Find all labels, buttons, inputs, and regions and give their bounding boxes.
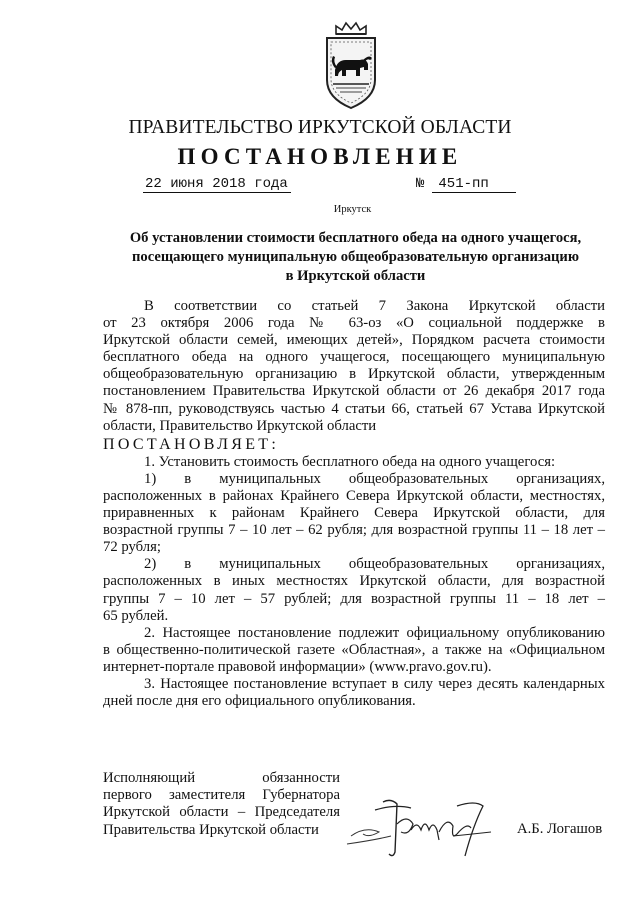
item-1-intro: 1. Установить стоимость бесплатного обеда на одного учащегося: xyxy=(144,453,556,470)
government-name: ПРАВИТЕЛЬСТВО ИРКУТСКОЙ ОБЛАСТИ xyxy=(128,117,512,138)
item-3-line: 3. Настоящее постановление вступает в силу через десять календарных xyxy=(144,675,605,692)
signatory-role-line: Исполняющий обязанности xyxy=(103,770,340,786)
item-1-2-line: 2) в муниципальных общеобразовательных организациях, xyxy=(144,556,605,573)
subject-line: посещающего муниципальную общеобразовательную организацию xyxy=(132,249,579,265)
preamble-line: бесплатного обеда на одного учащегося, посещающего муниципальную xyxy=(103,349,605,366)
item-1-1-line: приравненных к районам Крайнего Севера Иркутской области, для xyxy=(103,505,605,522)
subject-line: в Иркутской области xyxy=(285,268,426,284)
preamble-line: постановлением Правительства Иркутской области от 26 декабря 2017 года xyxy=(103,383,605,400)
item-1-1-line: 1) в муниципальных общеобразовательных организациях, xyxy=(144,470,605,487)
subject-line: Об установлении стоимости бесплатного обеда на одного учащегося, xyxy=(129,230,582,246)
signatory-role-line: Иркутской области – Председателя xyxy=(103,804,340,821)
signatory-name: А.Б. Логашов xyxy=(517,821,603,837)
document-subject xyxy=(112,229,599,286)
coat-of-arms-icon xyxy=(322,20,380,112)
preamble-line: Иркутской области семей, имеющих детей», Порядком расчета стоимости xyxy=(103,332,605,349)
document-place: Иркутск xyxy=(333,204,372,215)
preamble-line: области, Правительство Иркутской области xyxy=(103,417,377,434)
item-1-2-line: расположенных в иных местностях Иркутской области, для возрастной xyxy=(103,573,605,590)
item-3-line: дней после дня его официального опубликования. xyxy=(103,693,416,710)
decree-word: ПОСТАНОВЛЯЕТ: xyxy=(103,435,280,453)
document-number xyxy=(416,176,516,193)
preamble-line: № 878-пп, руководствуясь частью 4 статьи 66, статьей 67 Устава Иркутской xyxy=(103,400,605,417)
item-1-1-line: 72 рубля; xyxy=(103,539,161,556)
item-1-1-line: расположенных в районах Крайнего Севера Иркутской области, местностях, xyxy=(103,487,605,504)
document-date: 22 июня 2018 года xyxy=(143,176,291,193)
preamble-line: В соответствии со статьей 7 Закона Иркутской области xyxy=(144,298,605,314)
signatory-role-line: первого заместителя Губернатора xyxy=(103,787,340,804)
signatory-role-line: Правительства Иркутской области xyxy=(103,821,319,838)
number-sign: № xyxy=(416,176,425,192)
item-2-line: интернет-портале правовой информации» (www.pravo.gov.ru). xyxy=(103,658,492,675)
item-1-1-line: возрастной группы 7 – 10 лет – 62 рубля; для возрастной группы 11 – 18 лет – xyxy=(103,522,605,539)
handwritten-signature-icon xyxy=(345,796,495,862)
item-2-line: 2. Настоящее постановление подлежит официальному опубликованию xyxy=(144,624,605,641)
signatory-role xyxy=(103,770,340,839)
preamble-line: общеобразовательную организацию в Иркутской области, утвержденным xyxy=(103,366,605,383)
item-1-2-line: группы 7 – 10 лет – 57 рублей; для возрастной группы 11 – 18 лет – xyxy=(103,590,605,607)
document-number-value: 451-пп xyxy=(432,176,516,193)
document-body xyxy=(103,298,605,710)
document-type-title: ПОСТАНОВЛЕНИЕ xyxy=(177,144,463,169)
item-1-2-line: 65 рублей. xyxy=(103,607,169,624)
preamble-line: от 23 октября 2006 года № 63-оз «О социальной поддержке в xyxy=(103,315,605,332)
item-2-line: в общественно-политической газете «Областная», а также на «Официальном xyxy=(103,641,605,658)
